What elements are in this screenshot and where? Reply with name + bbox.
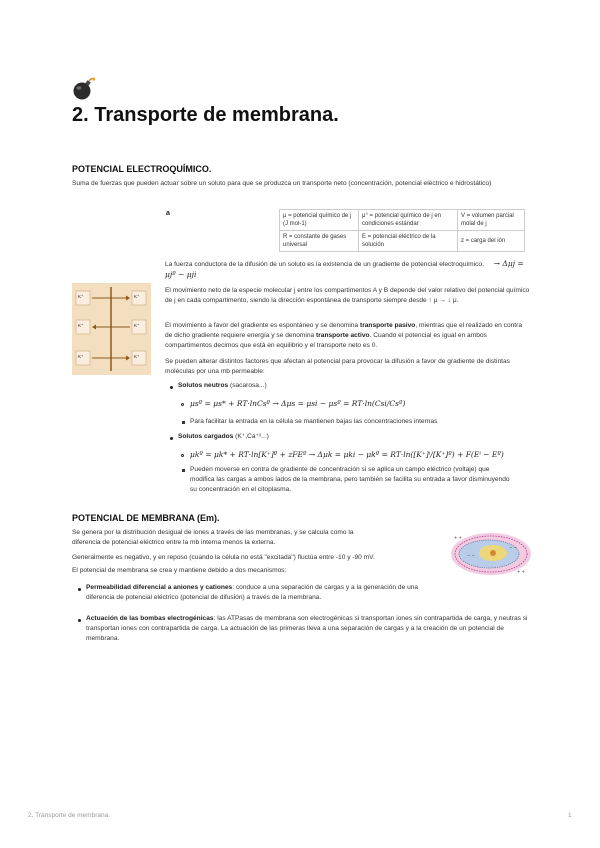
- mechanism-electrogenic-pumps: [86, 614, 530, 644]
- active-transport-term: transporte activo: [316, 332, 370, 339]
- charged-solutes-item: [178, 432, 269, 442]
- section1-paragraph-1: [165, 259, 530, 281]
- footer-title: 2. Transporte de membrana.: [28, 812, 111, 819]
- section1-paragraph-4: Se pueden alterar distintos factores que afectan al potencial para provocar la difusión a favor de gradiente de distintas moléculas por una mb permeable:: [165, 358, 510, 375]
- neutral-equation: μsº = μs* + RT·lnCsº → Δμs = μsi − μsº = RT·ln(Csi/Csº): [190, 399, 406, 408]
- section2-paragraph-3: El potencial de membrana se crea y mantiene debido a dos mecanismos:: [72, 567, 287, 574]
- bullet-dot: [170, 386, 173, 389]
- sub-bullet-ring: [181, 454, 184, 457]
- table-cell: E = potencial eléctrico de la solución: [359, 231, 458, 252]
- table-cell: μ = potencial químico de j (J mol-1): [280, 210, 359, 231]
- variables-table: [279, 209, 525, 252]
- section1-intro: Suma de fuerzas que pueden actuar sobre un soluto para que se produzca un transporte neto (concentración, potencial eléctrico e hidrostático): [72, 180, 492, 187]
- sub-bullet-square: [182, 421, 185, 424]
- section2-paragraph-2: Generalmente es negativo, y en reposo (cuando la célula no está "excitada") fluctúa entre -10 y -90 mV.: [72, 554, 375, 561]
- charged-note: Pueden moverse en contra de gradiente de concentración si se aplica un campo eléctrico (voltaje) que modifica las cargas a ambos lados de la membrana, pero también se facilita su entrada a favor disminuyendo su concentración en el citoplasma.: [190, 466, 510, 493]
- charged-solutes-label: Solutos cargados: [178, 433, 234, 440]
- charged-solutes-suffix: (K⁺,Ca⁺²...): [233, 433, 269, 440]
- neutral-solutes-suffix: (sacarosa...): [228, 382, 267, 389]
- svg-text:+ +: + +: [454, 535, 462, 540]
- electrogenic-pumps-text: : las ATPasas de membrana son electrogénicas si transportan iones sin contrapartida de carga, y neutras si transportan iones con contrapartida de carga. La actuación de las primeras lleva a una separación de cargas y a la creación de un potencial de membrana.: [86, 615, 528, 642]
- page-title: 2. Transporte de membrana.: [72, 104, 339, 126]
- bomb-icon: [72, 77, 96, 101]
- ion-label: K⁺: [78, 323, 84, 328]
- charged-equation: μkº = μk* + RT·ln[K⁺]º + zFEº → Δμk = μki − μkº = RT·ln([K⁺]ⁱ/[K⁺]º) + F(Eⁱ − Eº): [190, 450, 504, 459]
- section1-paragraph-3: [165, 321, 530, 351]
- electrogenic-pumps-label: Actuación de las bombas electrogénicas: [86, 615, 214, 622]
- svg-text:+ +: + +: [517, 569, 525, 574]
- permeability-text: : conduce a una separación de cargas y a la generación de una diferencia de potencial eléctrico (potencial de difusión) a través de la membrana.: [86, 584, 419, 601]
- neutral-solutes-item: [178, 381, 267, 391]
- gradient-equation: → Δμj = μjº − μji: [165, 259, 524, 279]
- sub-bullet-ring: [181, 403, 184, 406]
- svg-text:− −: − −: [467, 553, 475, 558]
- paragraph-text: El movimiento a favor del gradiente es espontáneo y se denomina: [165, 322, 360, 329]
- ion-label: K⁺: [134, 323, 140, 328]
- neutral-solutes-label: Solutos neutros: [178, 382, 229, 389]
- mechanism-permeability: [86, 583, 446, 603]
- passive-transport-term: transporte pasivo: [360, 322, 416, 329]
- neutral-note: Para facilitar la entrada en la célula se mantienen bajas las concentraciones internas: [190, 418, 438, 425]
- ion-label: K⁺: [78, 354, 84, 359]
- ion-label: K⁺: [134, 294, 140, 299]
- section1-marker: a: [166, 210, 170, 217]
- ion-label: K⁺: [78, 294, 84, 299]
- bullet-dot: [78, 619, 81, 622]
- table-cell: μ° = potencial químico de j en condiciones estándar: [359, 210, 458, 231]
- svg-text:− −: − −: [509, 545, 517, 550]
- table-cell: R = constante de gases universal: [280, 231, 359, 252]
- paragraph-text: La fuerza conductora de la difusión de un soluto es la existencia de un gradiente de potencial electroquímico.: [165, 261, 484, 268]
- sub-bullet-square: [182, 469, 185, 472]
- section2-paragraph-1: Se genera por la distribución desigual de iones a través de las membranas, y se calcula como la diferencia de potencial eléctrico entre la mb interna menos la externa.: [72, 529, 354, 546]
- section-heading-membrane-potential: POTENCIAL DE MEMBRANA (Em).: [72, 513, 220, 523]
- paragraph-text: , mientras que el realizado en contra de dicho gradiente requiere energía y se denomina: [165, 322, 523, 339]
- bullet-dot: [78, 588, 81, 591]
- ion-label: K⁺: [134, 354, 140, 359]
- compartments-figure: [72, 283, 151, 375]
- section-heading-electrochemical: POTENCIAL ELECTROQUÍMICO.: [72, 164, 212, 174]
- table-cell: z = carga del ión: [458, 231, 525, 252]
- bullet-dot: [170, 437, 173, 440]
- table-cell: V = volumen parcial molal de j: [458, 210, 525, 231]
- paragraph-text: . Cuando el potencial es igual en ambos compartimentos decimos que está en equilibrio y el transporte neto es 0.: [165, 332, 487, 349]
- section1-paragraph-2: El movimiento neto de la especie molecular j entre los compartimentos A y B depende del valor relativo del potencial químico de j en cada compartimento, siendo la dirección espontánea de transporte siempre desde ↑ μ → ↓ μ.: [165, 287, 530, 304]
- cell-potential-figure: [447, 529, 533, 581]
- page-number: 1: [568, 812, 572, 819]
- permeability-label: Permeabilidad diferencial a aniones y cationes: [86, 584, 233, 591]
